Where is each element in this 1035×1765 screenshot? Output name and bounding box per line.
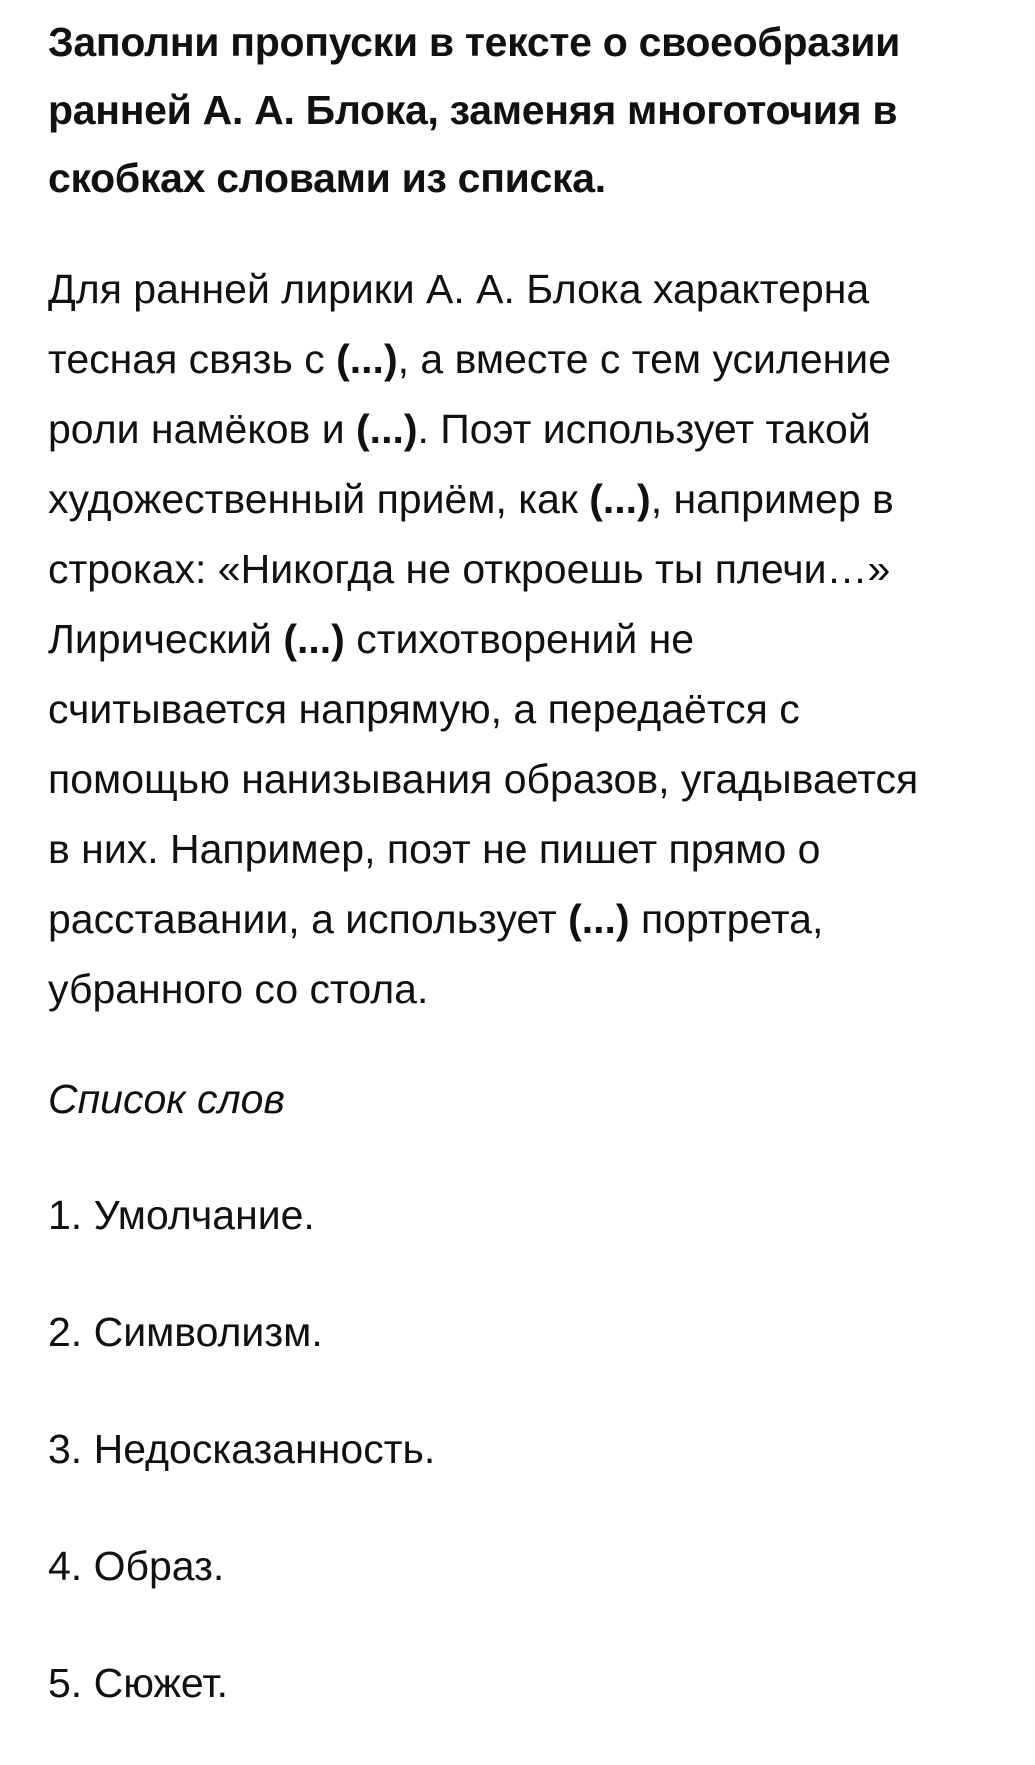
word-list-item: 3. Недосказанность. <box>48 1426 436 1472</box>
task-text-line <box>48 814 1028 884</box>
blank-placeholder: (...) <box>336 336 398 382</box>
task-text-segment: тесная связь с <box>48 336 337 382</box>
task-text-segment: художественный приём, как <box>48 476 590 522</box>
word-list-heading: Список слов <box>48 1076 285 1122</box>
task-text-segment: помощью нанизывания образов, угадывается <box>48 756 919 802</box>
blank-placeholder: (...) <box>589 476 651 522</box>
task-text-line <box>48 254 1028 324</box>
task-text-segment: Лирический <box>48 616 284 662</box>
task-text-segment: стихотворений не <box>344 616 695 662</box>
task-text <box>48 254 1028 1024</box>
word-list-item: 2. Символизм. <box>48 1309 323 1355</box>
task-instruction <box>48 8 1008 212</box>
word-list-item: 4. Образ. <box>48 1543 225 1589</box>
task-text-line <box>48 324 1028 394</box>
task-text-segment: , например в <box>650 476 894 522</box>
task-text-segment: расставании, а использует <box>48 896 569 942</box>
blank-placeholder: (...) <box>568 896 630 942</box>
task-text-segment: , а вместе с тем усиление <box>397 336 892 382</box>
task-text-line <box>48 884 1028 954</box>
task-text-line <box>48 394 1028 464</box>
task-text-line <box>48 674 1028 744</box>
task-text-segment: . Поэт использует такой <box>417 406 871 452</box>
instruction-line: ранней А. А. Блока, заменяя многоточия в <box>48 87 898 133</box>
task-text-segment: строках: «Никогда не откроешь ты плечи…» <box>48 546 891 592</box>
word-list-item: 1. Умолчание. <box>48 1192 315 1238</box>
instruction-line: скобках словами из списка. <box>48 155 606 201</box>
task-text-segment: считывается напрямую, а передаётся с <box>48 686 800 732</box>
task-text-segment: убранного со стола. <box>48 966 429 1012</box>
task-text-line <box>48 464 1028 534</box>
task-text-line <box>48 534 1028 604</box>
task-text-segment: портрета, <box>629 896 824 942</box>
task-text-line <box>48 954 1028 1024</box>
instruction-line: Заполни пропуски в тексте о своеобразии <box>48 19 901 65</box>
task-text-segment: в них. Например, поэт не пишет прямо о <box>48 826 821 872</box>
word-list-item: 5. Сюжет. <box>48 1660 228 1706</box>
task-text-segment: Для ранней лирики А. А. Блока характерна <box>48 266 870 312</box>
blank-placeholder: (...) <box>283 616 345 662</box>
task-text-line <box>48 744 1028 814</box>
blank-placeholder: (...) <box>356 406 418 452</box>
word-list <box>48 1180 435 1765</box>
task-text-line <box>48 604 1028 674</box>
task-text-segment: роли намёков и <box>48 406 357 452</box>
